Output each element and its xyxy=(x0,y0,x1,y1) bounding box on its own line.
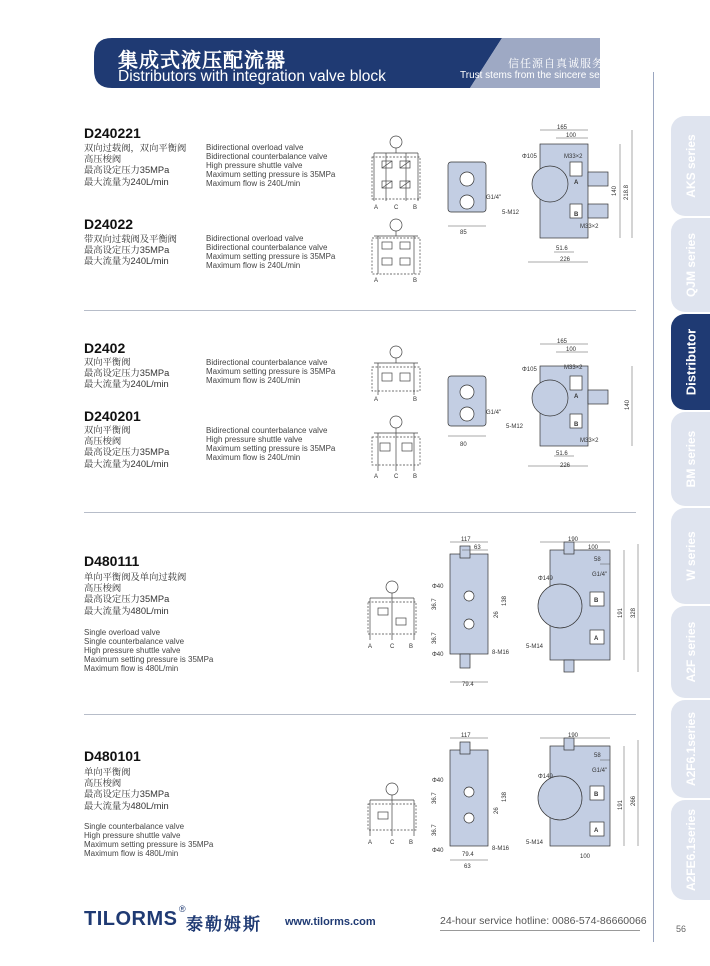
svg-text:328: 328 xyxy=(631,607,637,618)
svg-text:79.4: 79.4 xyxy=(462,852,474,858)
hydraulic-schematic xyxy=(364,782,420,846)
hydraulic-schematic xyxy=(370,135,422,215)
svg-text:26: 26 xyxy=(494,611,500,618)
svg-text:Φ40: Φ40 xyxy=(432,848,444,854)
svg-text:A: A xyxy=(594,828,599,834)
tab-label: AKS series xyxy=(683,134,698,198)
svg-text:100: 100 xyxy=(580,854,591,860)
engineering-drawing xyxy=(428,536,643,688)
svg-text:36.7: 36.7 xyxy=(432,792,438,804)
hydraulic-schematic xyxy=(370,415,422,480)
svg-text:A: A xyxy=(374,278,379,284)
product-code: D480111 xyxy=(84,553,140,569)
product-desc-cn: 双向过载阀，双向平衡阀 高压梭阀 最高设定压力35MPa 最大流量为240L/min xyxy=(84,143,187,187)
svg-text:B: B xyxy=(574,422,579,428)
svg-text:226: 226 xyxy=(560,463,571,469)
svg-text:Φ149: Φ149 xyxy=(538,576,553,582)
product-desc-cn: 单向平衡阀及单向过载阀 高压梭阀 最高设定压力35MPa 最大流量为480L/min xyxy=(84,572,187,616)
tab-label: A2F series xyxy=(683,621,698,683)
tab-distributor[interactable] xyxy=(671,314,710,410)
svg-text:8-M16: 8-M16 xyxy=(492,846,510,852)
svg-text:M33×2: M33×2 xyxy=(580,438,599,444)
product-desc-cn: 双向平衡阀 最高设定压力35MPa 最大流量为240L/min xyxy=(84,357,170,390)
svg-text:A: A xyxy=(374,397,379,403)
section-divider xyxy=(84,512,636,513)
svg-text:B: B xyxy=(413,278,418,284)
svg-text:Φ105: Φ105 xyxy=(522,367,537,373)
svg-text:191: 191 xyxy=(618,607,624,618)
right-divider xyxy=(653,72,654,942)
svg-text:165: 165 xyxy=(557,125,568,131)
svg-text:C: C xyxy=(390,644,395,650)
svg-text:G1/4": G1/4" xyxy=(486,195,502,201)
tab-label: W series xyxy=(683,531,698,581)
product-code: D24022 xyxy=(84,216,134,232)
svg-text:5-M12: 5-M12 xyxy=(506,424,524,430)
product-desc-en: Bidirectional counterbalance valve High pressure shuttle valve Maximum setting pressure is 35MPa Maximum flow is 240L/min xyxy=(206,426,336,462)
product-desc-en: Bidirectional overload valve Bidirectional counterbalance valve Maximum setting pressure is 35MPa Maximum flow is 240L/min xyxy=(206,234,336,270)
svg-text:100: 100 xyxy=(588,545,599,551)
svg-text:M33×2: M33×2 xyxy=(564,154,583,160)
svg-text:B: B xyxy=(594,598,599,604)
tab-label: BM series xyxy=(683,430,698,488)
svg-text:80: 80 xyxy=(460,442,467,448)
svg-text:Φ40: Φ40 xyxy=(432,778,444,784)
registered-mark: ® xyxy=(179,904,186,914)
page-number: 56 xyxy=(676,924,687,934)
service-hotline: 24-hour service hotline: 0086-574-86660066 xyxy=(440,915,647,927)
tab-label: A2FE6.1series xyxy=(683,808,698,892)
svg-text:A: A xyxy=(574,180,579,186)
svg-text:5-M12: 5-M12 xyxy=(502,210,520,216)
svg-text:190: 190 xyxy=(568,537,579,543)
tab-qjm-series[interactable] xyxy=(671,218,710,312)
svg-text:B: B xyxy=(413,474,418,480)
svg-text:190: 190 xyxy=(568,733,579,739)
svg-text:226: 226 xyxy=(560,257,571,263)
svg-text:B: B xyxy=(409,644,414,650)
svg-text:58: 58 xyxy=(594,557,601,563)
svg-text:138: 138 xyxy=(502,791,508,802)
product-desc-en: Single overload valve Single counterbalance valve High pressure shuttle valve Maximum setting pressure is 35MPa Maximum flow is 480L/min xyxy=(84,628,214,673)
hydraulic-schematic xyxy=(370,218,422,286)
brand-logo: TILORMS xyxy=(84,908,178,930)
engineering-drawing xyxy=(428,732,643,872)
engineering-drawing xyxy=(440,336,640,472)
svg-text:63: 63 xyxy=(464,864,471,870)
svg-text:G1/4": G1/4" xyxy=(486,410,502,416)
svg-text:A: A xyxy=(368,840,373,846)
svg-text:36.7: 36.7 xyxy=(432,632,438,644)
svg-text:100: 100 xyxy=(566,133,577,139)
slogan-en: Trust stems from the sincere service! xyxy=(460,70,624,81)
svg-text:266: 266 xyxy=(631,795,637,806)
svg-text:8-M16: 8-M16 xyxy=(492,650,510,656)
svg-text:218.8: 218.8 xyxy=(624,184,630,200)
svg-text:B: B xyxy=(413,397,418,403)
tab-a2f-series[interactable] xyxy=(671,606,710,698)
product-code: D240201 xyxy=(84,408,141,424)
section-divider xyxy=(84,310,636,311)
svg-text:140: 140 xyxy=(625,399,631,410)
svg-text:G1/4": G1/4" xyxy=(592,768,608,774)
section-divider xyxy=(84,714,636,715)
svg-text:C: C xyxy=(390,840,395,846)
engineering-drawing xyxy=(440,122,640,270)
svg-text:Φ40: Φ40 xyxy=(432,652,444,658)
svg-text:Φ40: Φ40 xyxy=(432,584,444,590)
svg-text:A: A xyxy=(374,205,379,211)
svg-text:5-M14: 5-M14 xyxy=(526,840,544,846)
svg-text:C: C xyxy=(394,474,399,480)
svg-text:M33×2: M33×2 xyxy=(564,365,583,371)
svg-text:B: B xyxy=(413,205,418,211)
product-desc-en: Bidirectional overload valve Bidirectional counterbalance valve High pressure shuttle valve Maximum setting pressure is 35MPa Maximum flow is 240L/min xyxy=(206,143,336,188)
product-desc-cn: 双向平衡阀 高压梭阀 最高设定压力35MPa 最大流量为240L/min xyxy=(84,425,170,469)
product-desc-en: Single counterbalance valve High pressure shuttle valve Maximum setting pressure is 35MPa Maximum flow is 480L/min xyxy=(84,822,214,858)
svg-text:A: A xyxy=(374,474,379,480)
svg-text:5-M14: 5-M14 xyxy=(526,644,544,650)
svg-text:117: 117 xyxy=(461,537,471,543)
brand-name-cn: 泰勒姆斯 xyxy=(186,915,262,934)
product-code: D2402 xyxy=(84,340,126,356)
svg-text:138: 138 xyxy=(502,595,508,606)
svg-text:140: 140 xyxy=(612,185,618,196)
website-link[interactable]: www.tilorms.com xyxy=(285,916,376,928)
svg-text:G1/4": G1/4" xyxy=(592,572,608,578)
svg-text:165: 165 xyxy=(557,339,568,345)
product-desc-cn: 单向平衡阀 高压梭阀 最高设定压力35MPa 最大流量为480L/min xyxy=(84,767,170,811)
slogan-cn: 信任源自真诚服务! xyxy=(508,58,609,70)
product-desc-cn: 带双向过载阀及平衡阀 最高设定压力35MPa 最大流量为240L/min xyxy=(84,234,177,267)
svg-text:36.7: 36.7 xyxy=(432,598,438,610)
svg-text:191: 191 xyxy=(618,799,624,810)
svg-text:79.4: 79.4 xyxy=(462,682,474,688)
svg-text:A: A xyxy=(368,644,373,650)
hydraulic-schematic xyxy=(370,345,422,403)
page-title: 集成式液压配流器 xyxy=(118,50,286,72)
svg-text:26: 26 xyxy=(494,807,500,814)
svg-text:117: 117 xyxy=(461,733,471,739)
svg-text:B: B xyxy=(574,212,579,218)
svg-text:Φ105: Φ105 xyxy=(522,154,537,160)
hydraulic-schematic xyxy=(364,580,420,650)
svg-text:Φ149: Φ149 xyxy=(538,774,553,780)
product-code: D480101 xyxy=(84,748,141,764)
tab-a2f61-series[interactable] xyxy=(671,700,710,798)
tab-label: A2F6.1series xyxy=(683,711,698,787)
footer-divider xyxy=(440,930,640,931)
tab-bm-series[interactable] xyxy=(671,412,710,506)
product-code: D240221 xyxy=(84,125,141,141)
svg-text:51.6: 51.6 xyxy=(556,451,568,457)
svg-text:C: C xyxy=(394,205,399,211)
tab-aks-series[interactable] xyxy=(671,116,710,216)
tab-a2fe61-series[interactable] xyxy=(671,800,710,900)
svg-text:58: 58 xyxy=(594,753,601,759)
svg-text:A: A xyxy=(594,636,599,642)
product-desc-en: Bidirectional counterbalance valve Maximum setting pressure is 35MPa Maximum flow is 240L/min xyxy=(206,358,336,385)
svg-text:A: A xyxy=(574,394,579,400)
svg-text:36.7: 36.7 xyxy=(432,824,438,836)
svg-text:51.6: 51.6 xyxy=(556,246,568,252)
page-subtitle: Distributors with integration valve block xyxy=(118,68,386,85)
tab-label: Distributor xyxy=(683,328,698,396)
tab-label: QJM series xyxy=(683,232,698,298)
svg-text:63: 63 xyxy=(474,545,481,551)
svg-text:B: B xyxy=(594,792,599,798)
tab-w-series[interactable] xyxy=(671,508,710,604)
svg-text:100: 100 xyxy=(566,347,577,353)
svg-text:M33×2: M33×2 xyxy=(580,224,599,230)
svg-text:85: 85 xyxy=(460,230,467,236)
svg-text:B: B xyxy=(409,840,414,846)
